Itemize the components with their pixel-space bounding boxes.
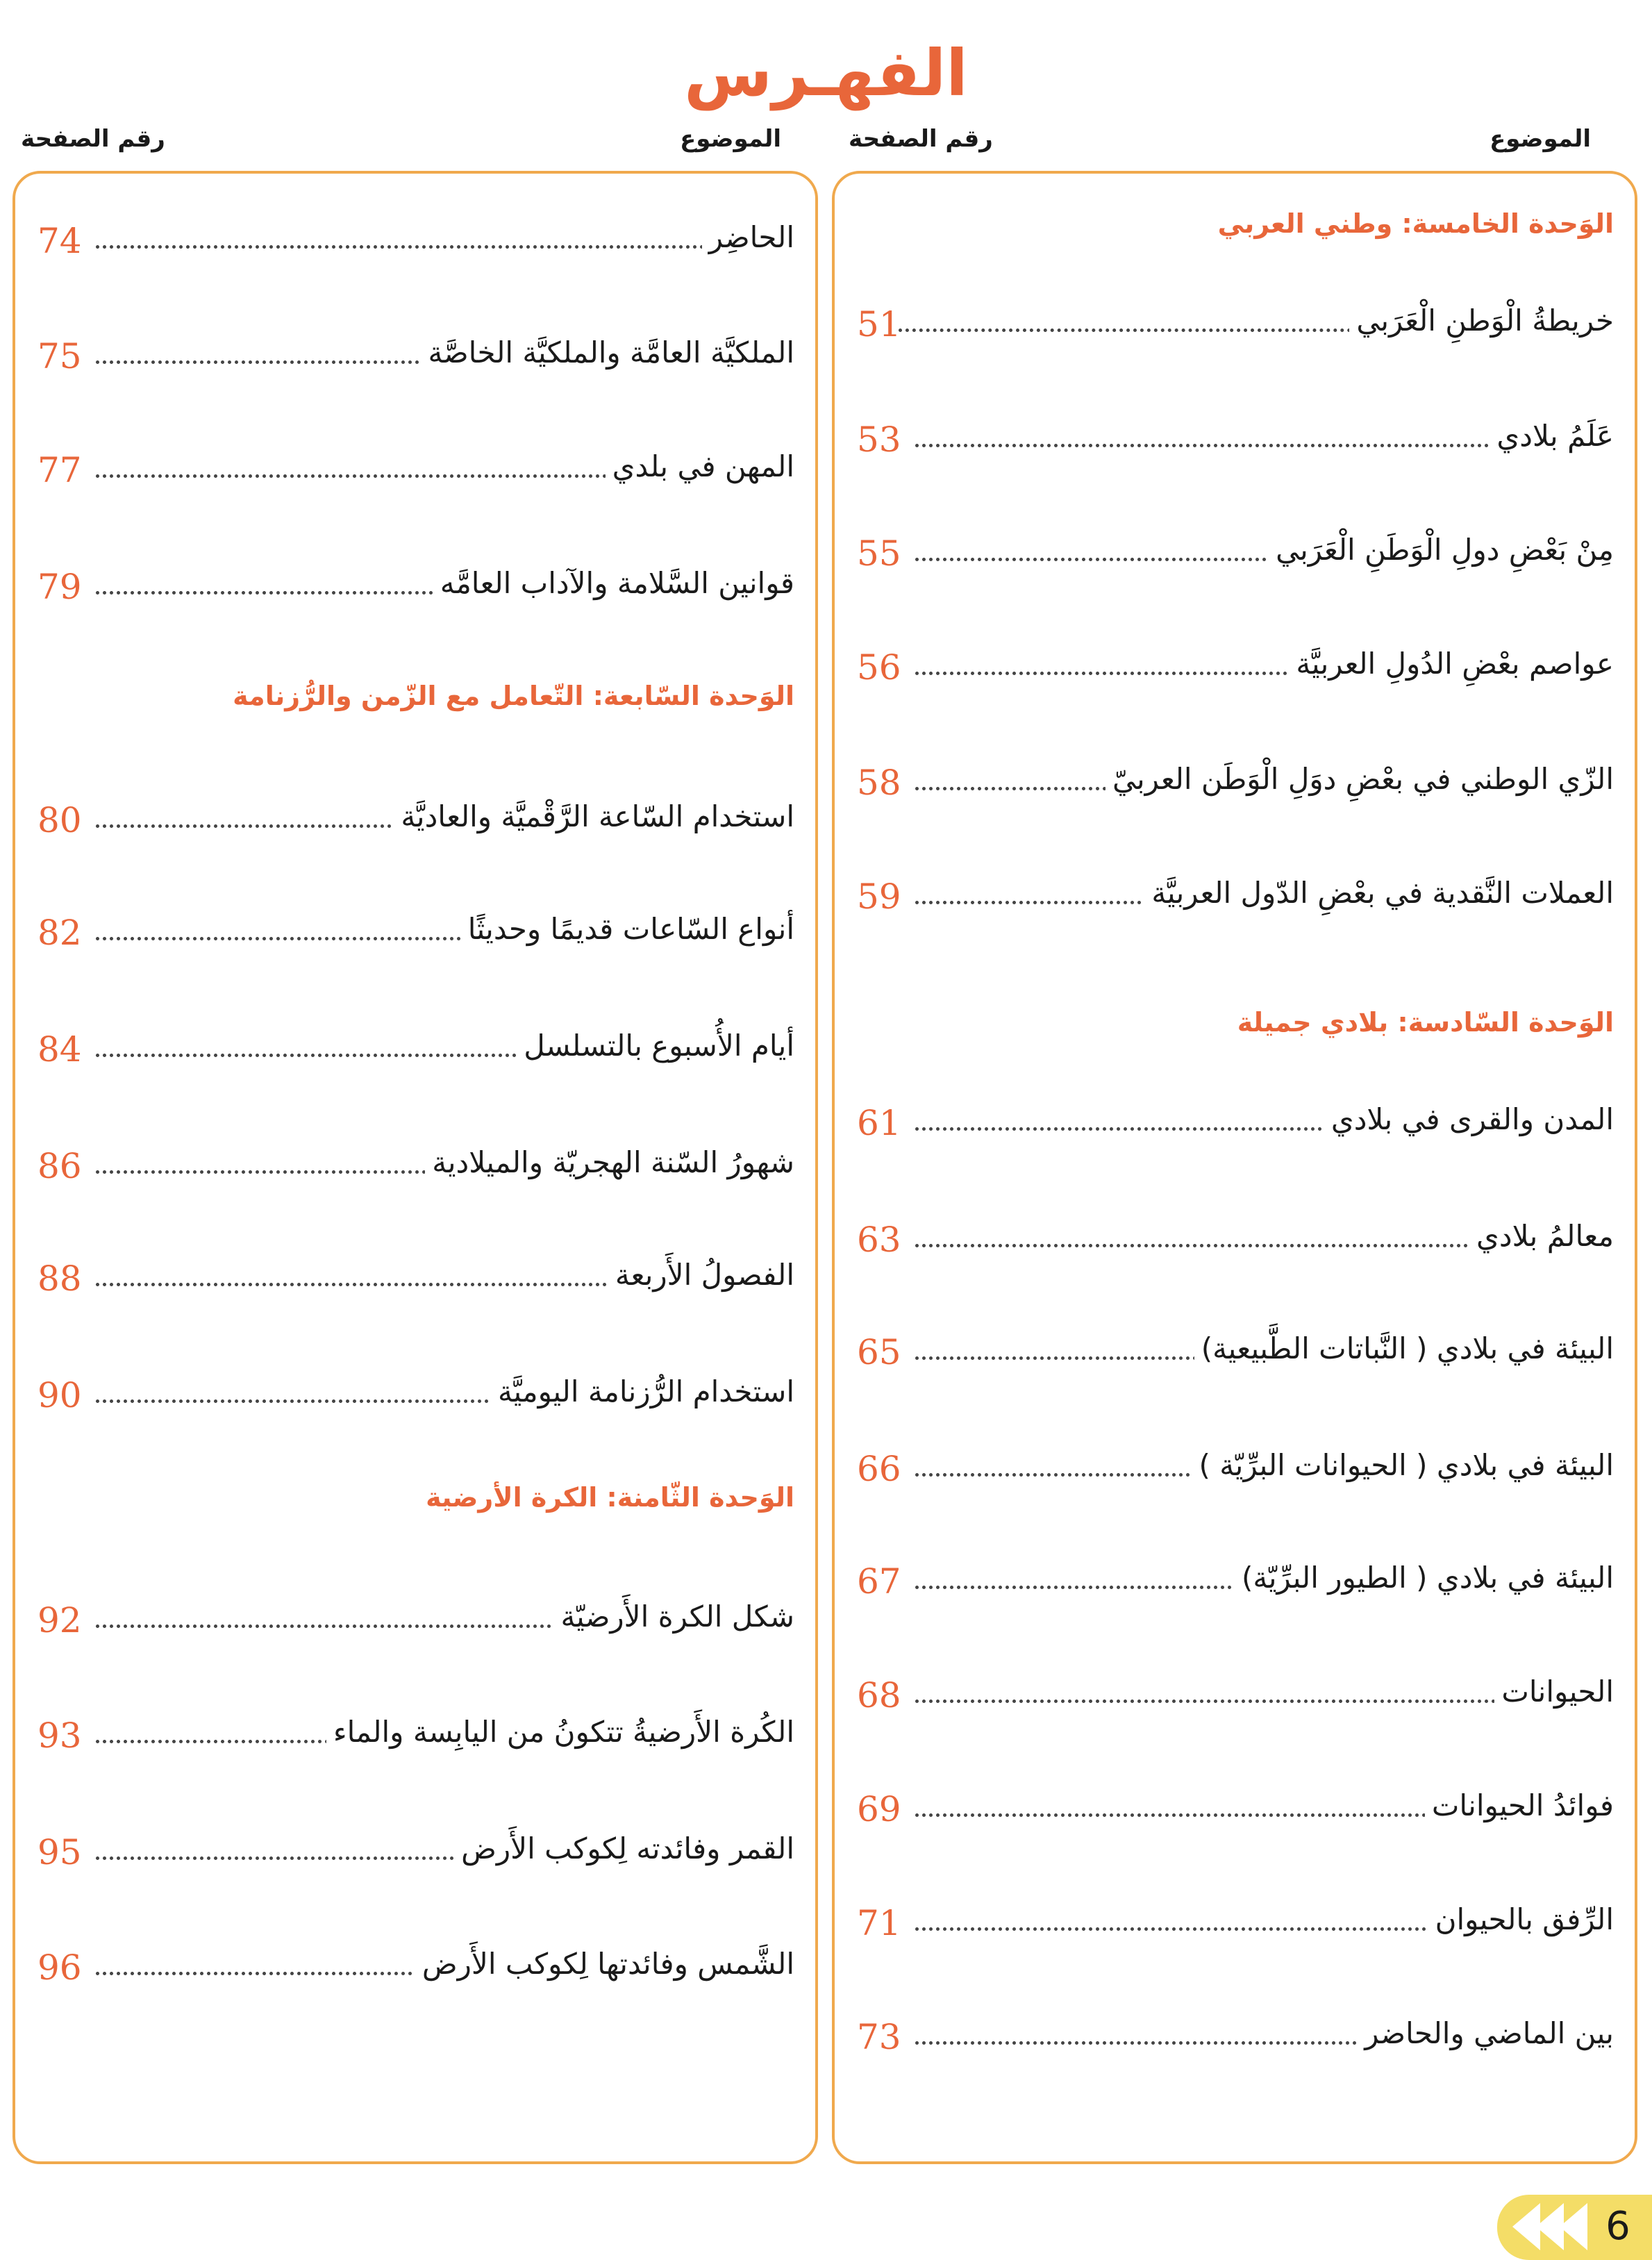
topic-label: أنواع السّاعات قديمًا وحديثًا [461, 912, 794, 946]
toc-entry[interactable] [15, 1017, 815, 1072]
topic-label: العملات النَّقدية في بعْضِ الدّول العربيَّة [1144, 876, 1614, 910]
toc-entry[interactable] [835, 2004, 1635, 2060]
toc-entry[interactable] [15, 1246, 815, 1302]
toc-entry[interactable] [15, 554, 815, 610]
topic-label: أيام الأُسبوع بالتسلسل [517, 1029, 794, 1063]
page-number-label: 82 [37, 913, 82, 953]
topic-label: استخدام الرُّزنامة اليوميَّة [491, 1374, 794, 1409]
topic-label: عواصم بعْضِ الدُولِ العربيَّة [1289, 647, 1614, 681]
toc-entry[interactable] [835, 1549, 1635, 1604]
page-number-label: 73 [857, 2017, 901, 2057]
toc-entry[interactable] [835, 292, 1635, 347]
toc-entry[interactable] [15, 324, 815, 379]
topic-label: المدن والقرى في بلادي [1324, 1102, 1614, 1136]
topic-label: خريطةُ الْوَطنِ الْعَرَبي [1349, 304, 1614, 338]
topic-label: مِنْ بَعْضِ دولِ الْوَطَنِ الْعَرَبي [1269, 533, 1614, 567]
page-number-label: 69 [857, 1789, 901, 1829]
toc-entry[interactable] [15, 788, 815, 843]
page-number-label: 79 [37, 567, 82, 607]
page-number-label: 53 [857, 419, 901, 460]
toc-entry[interactable] [15, 1703, 815, 1759]
page-number-label: 92 [37, 1600, 82, 1640]
page-number-label: 75 [37, 336, 82, 376]
page-number-label: 68 [857, 1675, 901, 1715]
page-number-label: 67 [857, 1561, 901, 1602]
left-page-header: رقم الصفحة [21, 125, 165, 153]
page-number-label: 65 [857, 1332, 901, 1372]
page-number-label: 71 [857, 1903, 901, 1943]
toc-entry[interactable] [835, 407, 1635, 463]
chevron-left-icon [1560, 2203, 1587, 2250]
topic-label: القمر وفائدته لِكوكب الأَرض [454, 1831, 794, 1866]
page-number-label: 61 [857, 1103, 901, 1143]
unit-heading: الوَحدة الخامسة: وطني العربي [1217, 208, 1614, 239]
topic-label: الكُرة الأَرضيةُ تتكونُ من اليابِسة والماء [326, 1715, 794, 1749]
toc-panel-right [832, 171, 1637, 2164]
toc-entry[interactable] [835, 1436, 1635, 1492]
topic-label: البيئة في بلادي ( النَّباتات الطَّبيعية) [1194, 1331, 1614, 1365]
toc-entry[interactable] [15, 1363, 815, 1418]
page-number-label: 74 [37, 221, 82, 261]
toc-entry[interactable] [835, 1663, 1635, 1718]
topic-label: البيئة في بلادي ( الطيور البرِّيّة) [1235, 1561, 1614, 1595]
topic-label: الرِّفق بالحيوان [1428, 1902, 1614, 1936]
page-number-label: 86 [37, 1146, 82, 1186]
toc-entry[interactable] [835, 750, 1635, 806]
topic-label: الزّي الوطني في بعْضِ دوَلِ الْوَطَن العربيّ [1105, 762, 1614, 796]
topic-label: الحيوانات [1494, 1675, 1614, 1709]
toc-entry[interactable] [835, 1207, 1635, 1263]
toc-entry[interactable] [835, 864, 1635, 920]
topic-label: الحاضِر [702, 220, 794, 254]
page-number: 6 [1605, 2204, 1630, 2249]
toc-entry[interactable] [835, 1777, 1635, 1832]
toc-entry[interactable] [835, 521, 1635, 576]
toc-entry[interactable] [835, 1090, 1635, 1146]
page-number-label: 93 [37, 1715, 82, 1756]
topic-label: المهن في بلدي [606, 449, 794, 483]
page-number-label: 59 [857, 876, 901, 917]
topic-label: الملكيَّة العامَّة والملكيَّة الخاصَّة [421, 335, 794, 369]
toc-entry[interactable] [835, 1320, 1635, 1375]
topic-label: بين الماضي والحاضر [1358, 2016, 1614, 2050]
page-number-label: 84 [37, 1029, 82, 1070]
unit-heading: الوَحدة الثّامنة: الكرة الأرضية [426, 1482, 794, 1513]
topic-label: الفصولُ الأَربعة [608, 1258, 794, 1292]
page-number-label: 58 [857, 763, 901, 803]
toc-entry[interactable] [835, 635, 1635, 690]
page-number-label: 95 [37, 1832, 82, 1872]
topic-label: عَلَمُ بلادي [1490, 419, 1614, 453]
page-number-label: 56 [857, 647, 901, 688]
topic-label: فوائدُ الحيوانات [1425, 1788, 1614, 1822]
topic-label: شكل الكرة الأَرضيّة [554, 1600, 795, 1634]
toc-entry[interactable] [15, 1133, 815, 1189]
unit-heading: الوَحدة السّادسة: بلادي جميلة [1237, 1007, 1614, 1038]
toc-entry[interactable] [15, 438, 815, 493]
page-number-label: 90 [37, 1375, 82, 1415]
topic-label: معالمُ بلادي [1469, 1219, 1614, 1253]
toc-entry[interactable] [15, 1935, 815, 1991]
right-topic-header: الموضوع [1490, 125, 1591, 153]
page-number-label: 66 [857, 1449, 901, 1489]
page-number-label: 51 [857, 304, 901, 344]
toc-entry[interactable] [835, 1891, 1635, 1946]
topic-label: قوانين السَّلامة والآداب العامَّه [433, 566, 794, 600]
page-number-label: 88 [37, 1258, 82, 1299]
unit-heading: الوَحدة السّابعة: التّعامل مع الزّمن والرُّزنامة [233, 681, 794, 711]
toc-entry[interactable] [15, 208, 815, 264]
toc-entry[interactable] [15, 1820, 815, 1875]
page-number-label: 77 [37, 450, 82, 490]
page-number-label: 63 [857, 1220, 901, 1260]
page-number-label: 80 [37, 800, 82, 840]
toc-panel-left [12, 171, 818, 2164]
topic-label: شهورُ السّنة الهجريّة والميلادية [425, 1145, 794, 1179]
page-number-label: 96 [37, 1947, 82, 1988]
toc-entry[interactable] [15, 900, 815, 956]
right-page-header: رقم الصفحة [849, 125, 993, 153]
toc-entry[interactable] [15, 1588, 815, 1643]
topic-label: البيئة في بلادي ( الحيوانات البرِّيّة ) [1192, 1448, 1614, 1482]
left-topic-header: الموضوع [680, 125, 781, 153]
topic-label: استخدام السّاعة الرَّقْميَّة والعاديَّة [394, 799, 794, 833]
page-number-label: 55 [857, 533, 901, 574]
page-title: الفهـرس [684, 36, 968, 110]
topic-label: الشَّمس وفائدتها لِكوكب الأَرض [415, 1947, 794, 1981]
